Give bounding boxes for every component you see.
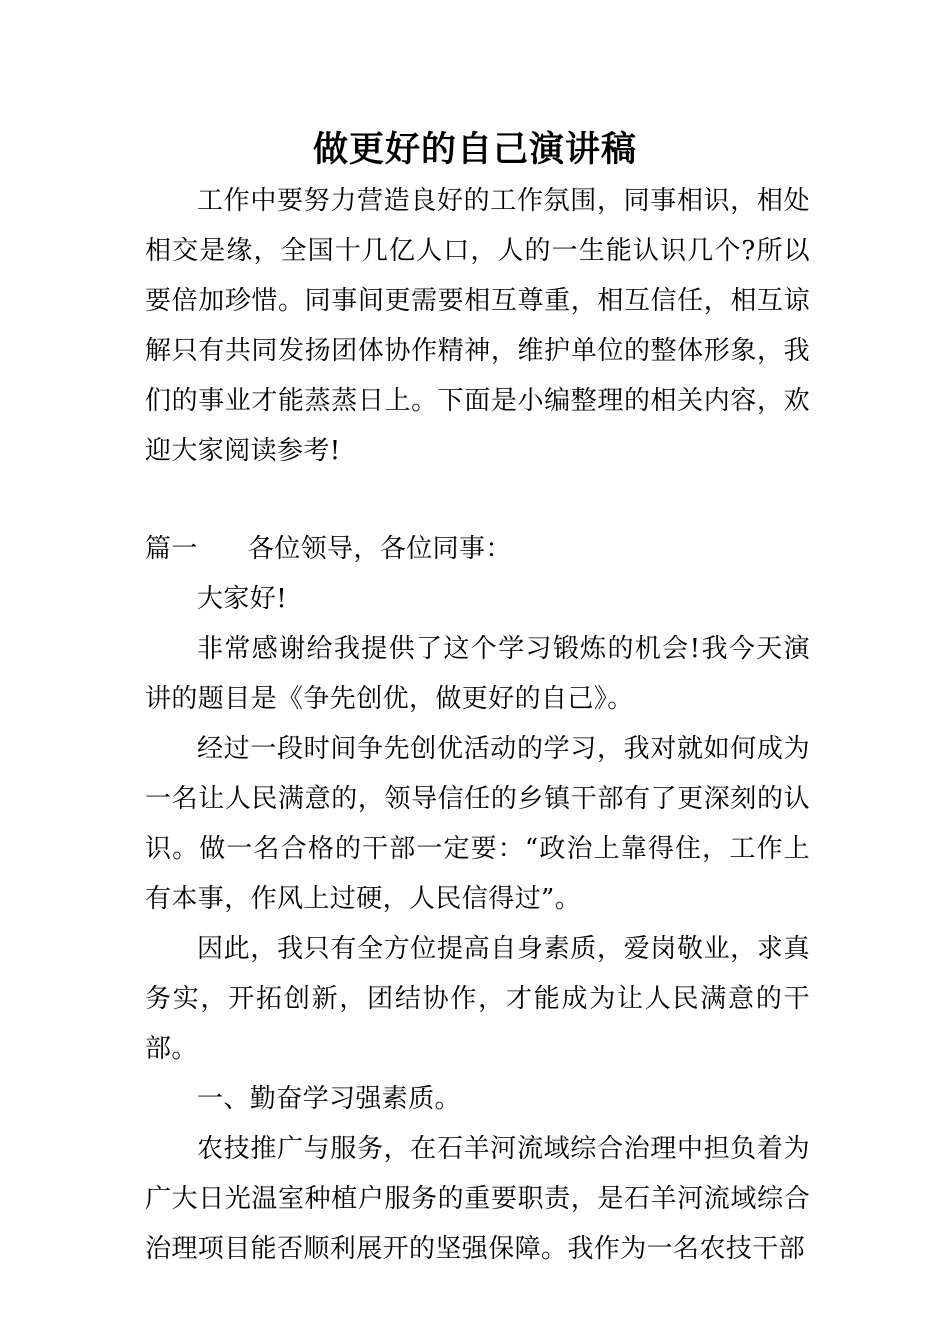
paragraph-thanks: 非常感谢给我提供了这个学习锻炼的机会!我今天演讲的题目是《争先创优，做更好的自己》。 (145, 634, 810, 714)
salutation: 各位领导，各位同事： (247, 534, 512, 564)
paragraph-heading-one: 一、勤奋学习强素质。 (197, 1084, 462, 1114)
document-title: 做更好的自己演讲稿 (312, 129, 637, 170)
paragraph-agri-tech: 农技推广与服务，在石羊河流域综合治理中担负着为广大日光温室种植户服务的重要职责，是石羊河流域综合治理项目能否顺利展开的坚强保障。我作为一名农技干部 (145, 1134, 810, 1264)
section-one (145, 524, 810, 1274)
section-heading (145, 524, 810, 574)
intro-block (145, 176, 810, 476)
section-label: 篇一 (145, 534, 198, 564)
paragraph-greeting: 大家好! (197, 584, 288, 614)
paragraph-therefore: 因此，我只有全方位提高自身素质，爱岗敬业，求真务实，开拓创新，团结协作，才能成为让人民满意的干部。 (145, 934, 810, 1064)
intro-paragraph: 工作中要努力营造良好的工作氛围，同事相识，相处相交是缘，全国十几亿人口，人的一生能认识几个?所以要倍加珍惜。同事间更需要相互尊重，相互信任，相互谅解只有共同发扬团体协作精神，维护单位的整体形象，我们的事业才能蒸蒸日上。下面是小编整理的相关内容，欢迎大家阅读参考! (145, 186, 810, 466)
paragraph-understanding: 经过一段时间争先创优活动的学习，我对就如何成为一名让人民满意的，领导信任的乡镇干部有了更深刻的认识。做一名合格的干部一定要：“政治上靠得住，工作上有本事，作风上过硬，人民信得过”。 (145, 734, 810, 914)
